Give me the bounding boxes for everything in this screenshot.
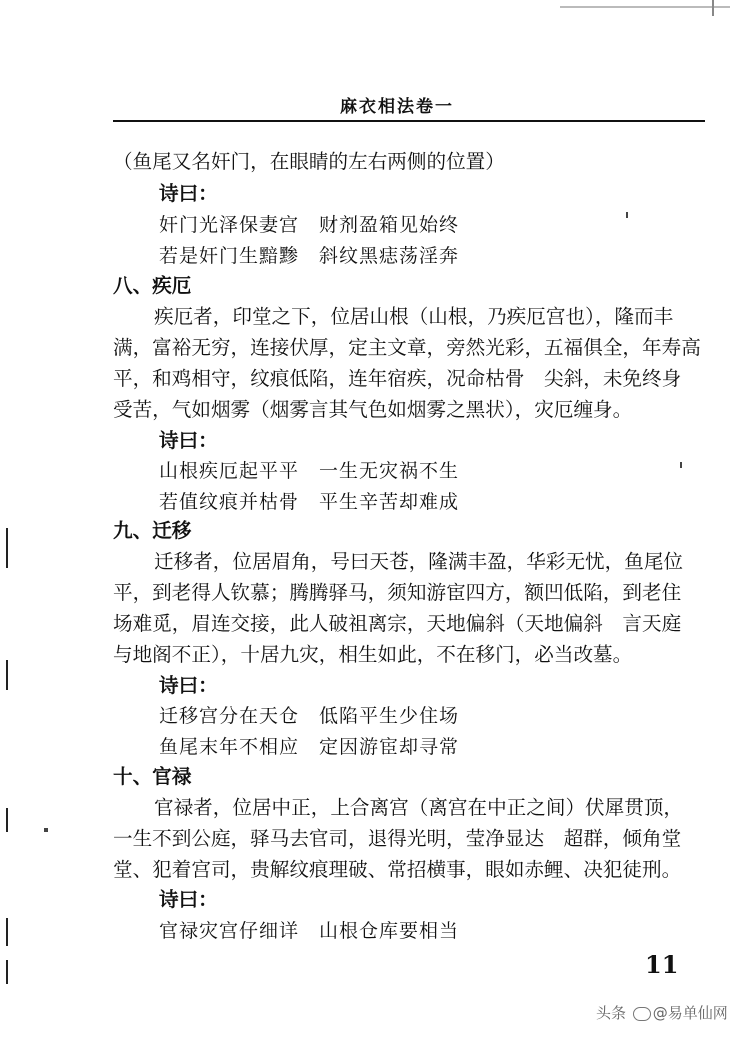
poem-label: 诗曰：	[159, 888, 218, 911]
scan-speck	[680, 462, 682, 468]
scan-speck	[44, 828, 48, 832]
binding-mark	[6, 528, 8, 568]
poem-label: 诗曰：	[159, 429, 218, 452]
watermark-prefix: 头条	[596, 1004, 627, 1022]
binding-mark	[6, 960, 8, 984]
section-heading: 八、疾厄	[113, 274, 192, 297]
poem-label: 诗曰：	[159, 674, 218, 697]
poem-line: 鱼尾末年不相应 定因游宦却寻常	[159, 736, 460, 758]
poem-line: 山根疾厄起平平 一生无灾祸不生	[159, 460, 460, 482]
text-line: 平，到老得人钦慕；腾腾驿马，须知游宦四方，额凹低陷，到老住	[113, 581, 682, 604]
binding-mark	[6, 660, 8, 690]
poem-line: 若是奸门生黯黪 斜纹黑痣荡淫奔	[159, 245, 460, 267]
text-line: 迁移者，位居眉角，号曰天苍，隆满丰盈，华彩无忧，鱼尾位	[154, 550, 684, 573]
scan-edge-right	[712, 0, 714, 16]
text-line: 受苦，气如烟雾（烟雾言其气色如烟雾之黑状），灾厄缠身。	[113, 398, 633, 421]
text-line: 一生不到公庭，驿马去官司，退得光明，莹净显达 超群，倾角堂	[113, 827, 682, 850]
header-rule	[113, 120, 705, 122]
poem-line: 奸门光泽保妻宫 财剂盈箱见始终	[159, 214, 460, 236]
poem-line: 迁移宫分在天仓 低陷平生少住场	[159, 705, 460, 727]
section-heading: 十、官禄	[113, 765, 192, 788]
weibo-like-icon	[633, 1007, 651, 1021]
text-line: 平，和鸡相守，纹痕低陷，连年宿疾，况命枯骨 尖斜，未免终身	[113, 367, 682, 390]
binding-mark	[6, 918, 8, 946]
text-line: （鱼尾又名奸门，在眼睛的左右两侧的位置）	[113, 150, 505, 173]
text-line: 堂、犯着宫司，贵解纹痕理破、常招横事，眼如赤鲤、决犯徒刑。	[113, 858, 682, 881]
poem-line: 官禄灾宫仔细详 山根仓库要相当	[159, 920, 460, 942]
watermark-at: @	[652, 1004, 668, 1022]
poem-line: 若值纹痕并枯骨 平生辛苦却难成	[159, 491, 460, 513]
poem-label: 诗曰：	[159, 182, 218, 205]
text-line: 满，富裕无穷，连接伏厚，定主文章，旁然光彩，五福俱全，年寿高	[113, 336, 701, 359]
scan-edge-top	[560, 6, 730, 8]
scan-speck	[626, 212, 628, 218]
text-line: 疾厄者，印堂之下，位居山根（山根，乃疾厄宫也），隆而丰	[154, 305, 674, 328]
section-heading: 九、迁移	[113, 519, 192, 542]
text-line: 场难觅，眉连交接，此人破祖离宗，天地偏斜（天地偏斜 言天庭	[113, 612, 682, 635]
watermark	[596, 1002, 728, 1023]
page-number: 11	[645, 950, 679, 979]
text-line: 与地阁不正），十居九灾，相生如此，不在移门，必当改墓。	[113, 643, 633, 666]
binding-mark	[6, 808, 8, 832]
running-head: 麻衣相法卷一	[340, 97, 454, 117]
watermark-name: 易单仙网	[667, 1004, 728, 1022]
text-line: 官禄者，位居中正，上合离宫（离宫在中正之间）伏犀贯顶，	[154, 796, 684, 819]
